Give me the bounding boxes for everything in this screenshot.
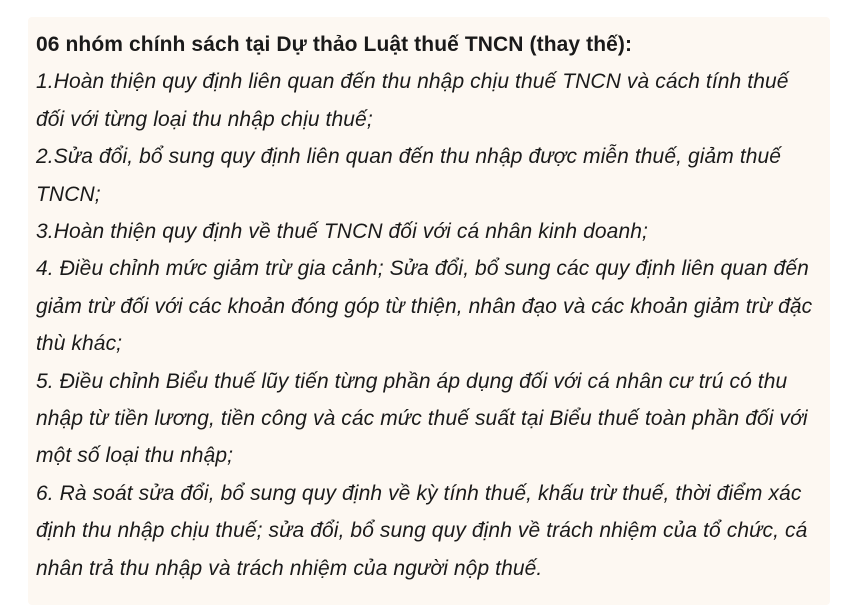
policy-item-5: 5. Điều chỉnh Biểu thuế lũy tiến từng phần áp dụng đối với cá nhân cư trú có thu nhập từ tiền lương, tiền công và các mức thuế suất tại Biểu thuế toàn phần đối với một số loại thu nhập; [36,369,808,468]
policy-item-4: 4. Điều chỉnh mức giảm trừ gia cảnh; Sửa đổi, bổ sung các quy định liên quan đến giảm trừ đối với các khoản đóng góp từ thiện, nhân đạo và các khoản giảm trừ đặc thù khác; [36,257,813,356]
policy-item-3: 3.Hoàn thiện quy định về thuế TNCN đối với cá nhân kinh doanh; [36,220,648,244]
panel-heading: 06 nhóm chính sách tại Dự thảo Luật thuế TNCN (thay thế): [36,33,633,56]
policy-panel [28,17,830,605]
policy-item-1: 1.Hoàn thiện quy định liên quan đến thu nhập chịu thuế TNCN và cách tính thuế đối với từng loại thu nhập chịu thuế; [36,70,789,131]
policy-item-6: 6. Rà soát sửa đổi, bổ sung quy định về kỳ tính thuế, khấu trừ thuế, thời điểm xác định thu nhập chịu thuế; sửa đổi, bổ sung quy định về trách nhiệm của tổ chức, cá nhân trả thu nhập và trách nhiệm của người nộp thuế. [36,481,808,580]
policy-item-2: 2.Sửa đổi, bổ sung quy định liên quan đến thu nhập được miễn thuế, giảm thuế TNCN; [36,145,782,206]
